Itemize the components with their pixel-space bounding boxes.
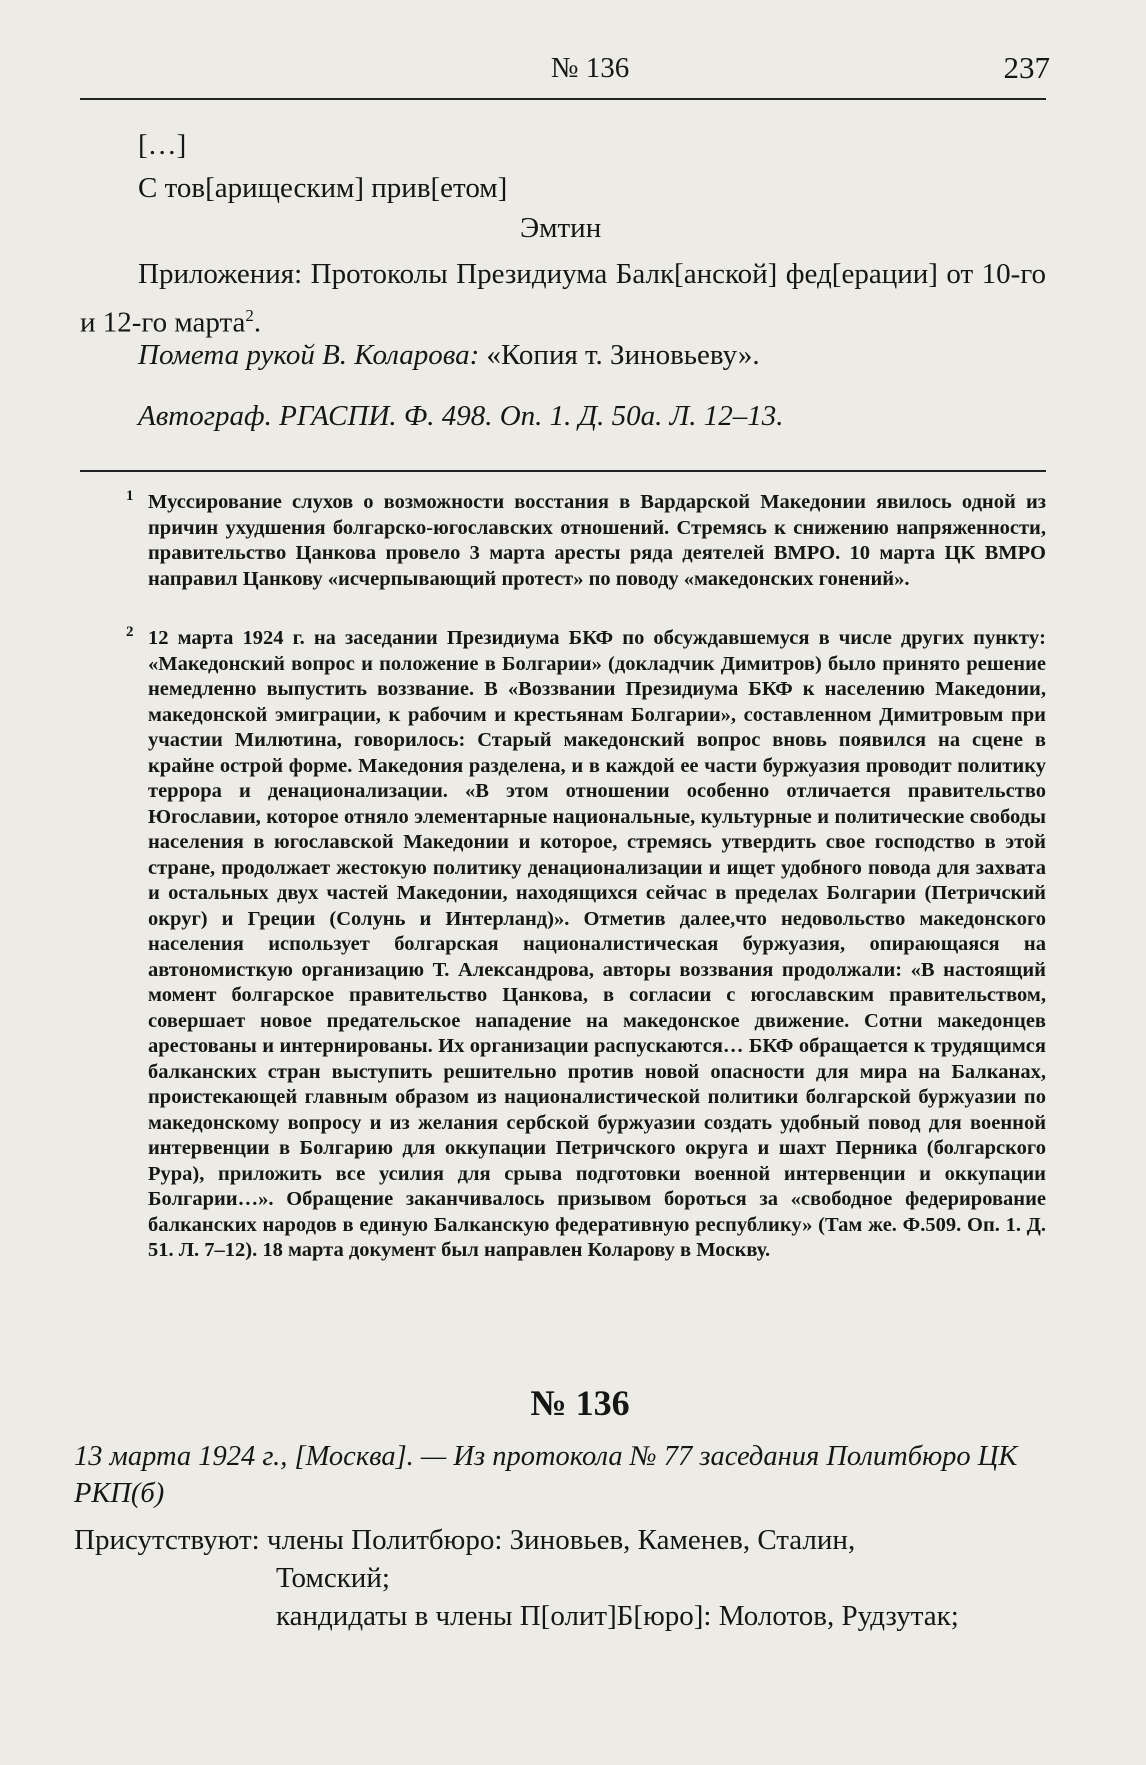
footnote-2 — [126, 624, 1046, 1264]
running-head: № 136 — [550, 52, 630, 84]
footnote-ref-2: 2 — [245, 306, 254, 325]
footnote-1 — [126, 488, 1046, 592]
letter-signature: Эмтин — [520, 212, 602, 244]
note-text: «Копия т. Зиновьеву». — [479, 339, 760, 371]
footnote-rule — [80, 470, 1046, 472]
attachments-end: . — [253, 306, 262, 339]
attendance-line: кандидаты в члены П[олит]Б[юро]: Молотов, Рудзутак; — [276, 1600, 959, 1632]
omission-mark: […] — [138, 129, 187, 161]
note-label: Помета рукой В. Коларова: — [138, 339, 480, 371]
header-rule — [80, 98, 1046, 100]
footnote-mark: 2 — [126, 624, 134, 640]
footnote-mark: 1 — [126, 488, 134, 504]
page-number: 237 — [1003, 50, 1050, 85]
attachments-paragraph — [80, 254, 1046, 344]
attendance-line: Присутствуют: члены Политбюро: Зиновьев, Каменев, Сталин, — [74, 1524, 856, 1556]
letter-greeting: С тов[арищеским] прив[етом] — [138, 172, 508, 204]
attachments-text: Приложения: Протоколы Президиума Балк[анской] фед[ерации] от 10-го и 12-го марта — [80, 258, 1046, 339]
document-date-title: 13 марта 1924 г., [Москва]. — Из протокола № 77 заседания Политбюро ЦК РКП(б) — [74, 1441, 1018, 1509]
attendance-line: Томский; — [276, 1562, 390, 1594]
footnote-text: 12 марта 1924 г. на заседании Президиума БКФ по обсуждавшемуся в числе других пунктy: «Македонский вопрос и положение в Болгарии» (докладчик Димитров) было принято решение немедленно выпустить воззвание. В «Воззвании Президиума БКФ к населению Македонии, македонской эмиграции, к рабочим и крестьянам Болгарии», составленном Димитровым при участии Милютина, говорилось: Старый македонский вопрос вновь появился на сцене в крайне острой форме. Македония разделена, и в каждой ее части буржуазия проводит политику террора и денационализации. «В этом отношении особенно отличается правительство Югославии, которое отняло элементарные национальные, культурные и политические свободы населения в югославской Македонии и которое, стремясь утвердить свое господство в этой стране, продолжает жестокую политику денационализации и ищет удобного повода для захвата и остальных двух частей Македонии, находящихся сейчас в пределах Болгарии (Петричский округ) и Греции (Солунь и Интерланд)». Отметив далее,что недовольство македонского населения использует болгарская националистическая буржуазия, опирающаяся на автономисткую организацию Т. Александрова, авторы воззвания продолжали: «В настоящий момент болгарское правительство Цанкова, в согласии с югославским правительством, совершает новое предательское нападение на македонское движение. Сотни македонцев арестованы и интернированы. Их организации распускаются… БКФ обращается к трудящимся балканских стран выступить решительно против новой опасности для мира на Балканах, проистекающей главным образом из националистической политики болгарской буржуазии по македонскому вопросу и из желания сербской буржуазии создать удобный повод для военной интервенции в Болгарию для оккупации Петричского округа и шахт Перника (болгарского Рура), приложить все усилия для срыва подготовки военной интервенции и оккупации Болгарии…». Обращение заканчивалось призывом бороться за «свободное федерирование балканских народов в единую Балканскую федеративную республику» (Там же. Ф.509. Оп. 1. Д. 51. Л. 7–12). 18 марта документ был направлен Коларову в Москву. — [148, 627, 1046, 1261]
footnote-text: Муссирование слухов о возможности восстания в Вардарской Македонии явилось одной из причин ухудшения болгарско-югославских отношений. Стремясь к снижению напряженности, правительство Цанкова провело 3 марта аресты ряда деятелей ВМРО. 10 марта ЦК ВМРО направил Цанкову «исчерпывающий протест» по поводу «македонских гонений». — [148, 491, 1046, 590]
document-number: № 136 — [530, 1383, 630, 1423]
archive-reference: Автограф. РГАСПИ. Ф. 498. Оп. 1. Д. 50а. Л. 12–13. — [138, 400, 784, 432]
note-paragraph — [80, 335, 1046, 376]
